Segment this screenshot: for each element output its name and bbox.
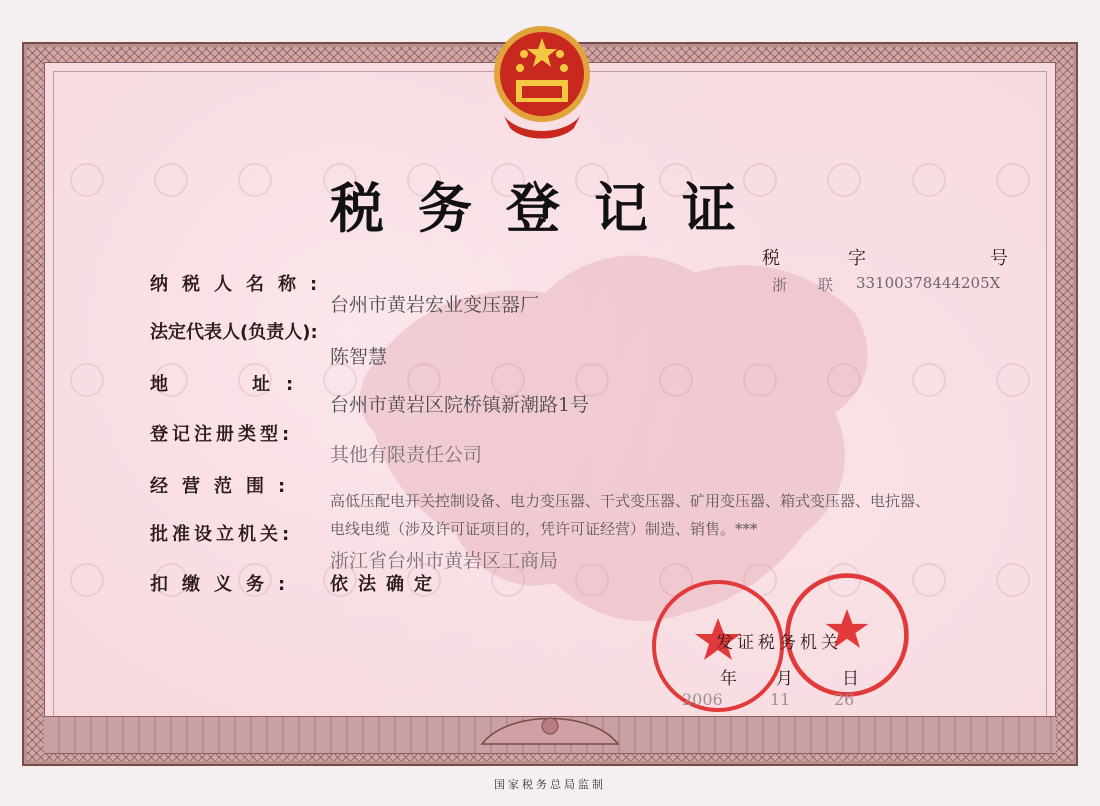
tax-registration-number: 33100378444205X <box>856 274 1001 292</box>
issue-year: 2006 <box>682 690 723 709</box>
supervision-credit: 国家税务总局监制 <box>494 778 606 791</box>
scope-label: 经营范围: <box>150 476 300 497</box>
footer-ornament <box>478 704 622 748</box>
legal-rep-label: 法定代表人(负责人): <box>150 322 318 343</box>
joint-char: 联 <box>818 276 834 294</box>
legal-rep: 陈智慧 <box>330 346 388 368</box>
address-label: 地 址: <box>150 374 310 395</box>
char-label: 字 <box>848 248 866 269</box>
approval-authority: 浙江省台州市黄岩区工商局 <box>330 550 559 572</box>
scope-line-2: 电线电缆（涉及许可证项目的，凭许可证经营）制造、销售。*** <box>330 520 758 538</box>
issue-day: 26 <box>834 690 855 709</box>
certificate-title: 税务登记证 <box>330 177 770 240</box>
issue-month: 11 <box>770 690 791 709</box>
reg-type: 其他有限责任公司 <box>330 444 483 466</box>
national-emblem <box>490 16 594 154</box>
scope-line-1: 高低压配电开关控制设备、电力变压器、干式变压器、矿用变压器、箱式变压器、电抗器、 <box>330 492 931 510</box>
tax-label: 税 <box>762 248 780 269</box>
month-label: 月 <box>776 669 793 689</box>
withholding: 依法确定 <box>330 574 442 595</box>
address: 台州市黄岩区院桥镇新潮路1号 <box>330 394 590 416</box>
day-label: 日 <box>842 669 859 689</box>
year-label: 年 <box>720 669 737 689</box>
reg-type-label: 登记注册类型: <box>150 424 294 445</box>
taxpayer-name: 台州市黄岩宏业变压器厂 <box>330 294 540 316</box>
taxpayer-name-label: 纳税人名称: <box>150 274 332 295</box>
approval-label: 批准设立机关: <box>150 524 294 545</box>
province-char: 浙 <box>772 276 788 294</box>
issuing-authority: 发证税务机关 <box>716 633 842 653</box>
withholding-label: 扣缴义务: <box>150 574 300 595</box>
number-label: 号 <box>990 248 1008 269</box>
